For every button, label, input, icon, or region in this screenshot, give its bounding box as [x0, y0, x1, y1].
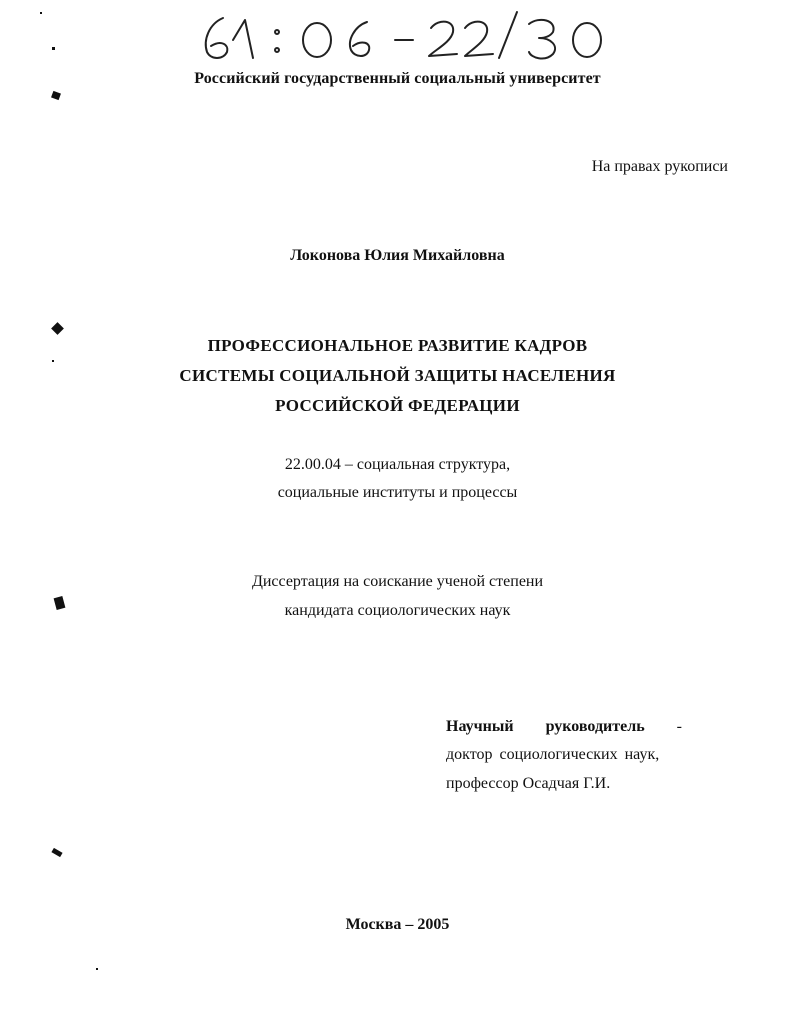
scan-speck [51, 848, 62, 857]
university-name: Российский государственный социальный университет [194, 70, 601, 87]
handwritten-archive-number [195, 10, 625, 65]
dissertation-title-line: РОССИЙСКОЙ ФЕДЕРАЦИИ [275, 396, 520, 415]
dissertation-title-line: СИСТЕМЫ СОЦИАЛЬНОЙ ЗАЩИТЫ НАСЕЛЕНИЯ [179, 366, 616, 385]
supervisor-block [446, 718, 682, 804]
rights-note: На правах рукописи [591, 158, 728, 175]
specialty-line: 22.00.04 – социальная структура, [284, 456, 511, 473]
supervisor-degree: доктор социологических наук, [446, 746, 660, 763]
supervisor-label-dash: - [676, 718, 682, 735]
scan-speck [96, 968, 98, 970]
specialty-line: социальные институты и процессы [277, 484, 518, 501]
scan-speck [51, 322, 64, 335]
author-name: Локонова Юлия Михайловна [290, 247, 505, 264]
scan-speck [52, 360, 54, 362]
supervisor-label-word: Научный [446, 718, 514, 735]
scan-speck [40, 12, 42, 14]
scan-speck [51, 91, 61, 100]
degree-line: кандидата социологических наук [284, 602, 511, 619]
supervisor-label [446, 718, 682, 746]
scan-speck [52, 47, 55, 50]
scan-speck [54, 596, 66, 610]
supervisor-label-word: руководитель [545, 718, 645, 735]
dissertation-title-line: ПРОФЕССИОНАЛЬНОЕ РАЗВИТИЕ КАДРОВ [207, 336, 588, 355]
city-year: Москва – 2005 [345, 916, 450, 933]
supervisor-name: профессор Осадчая Г.И. [446, 775, 611, 792]
degree-line: Диссертация на соискание ученой степени [251, 573, 544, 590]
